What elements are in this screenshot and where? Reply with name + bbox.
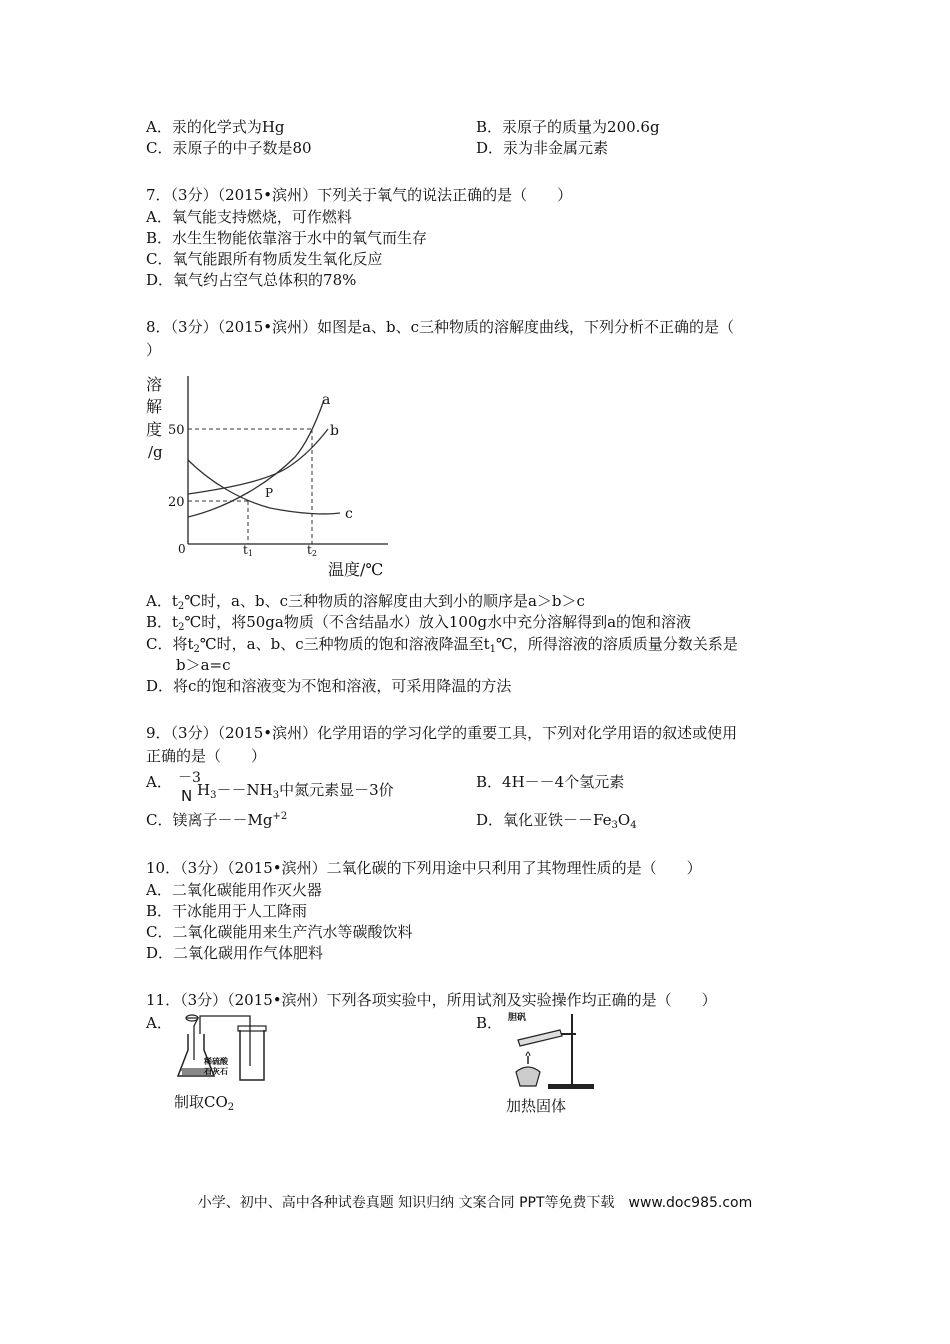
q10-option-b: B．干冰能用于人工降雨 xyxy=(146,902,308,920)
q7-stem: 7．（3分）（2015•滨州）下列关于氧气的说法正确的是（ ） xyxy=(146,186,573,204)
xtick-t2: t2 xyxy=(307,543,317,558)
series-a-curve xyxy=(188,400,324,517)
q8-stem-line2: ） xyxy=(146,341,162,359)
q8-stem-line1: 8．（3分）（2015•滨州）如图是a、b、c三种物质的溶解度曲线，下列分析不正确的是（ xyxy=(146,318,735,336)
q6-option-a: A．汞的化学式为Hg xyxy=(146,118,285,136)
point-p-label: P xyxy=(265,486,274,500)
ylabel-char-4: /g xyxy=(148,443,163,461)
q8-option-a: A．$t_2℃$时，a、b、c三种物质的溶解度由大到小的顺序是a＞b＞c xyxy=(146,592,585,612)
q7-option-a: A．氧气能支持燃烧，可作燃料 xyxy=(146,208,352,226)
q9-nitrogen-symbol: N xyxy=(181,787,193,805)
q9-option-c: C．镁离子$--Mg^{+2}$ xyxy=(146,811,288,829)
q10-option-a: A．二氧化碳能用作灭火器 xyxy=(146,881,322,899)
q7-option-d: D．氧气约占空气总体积的78% xyxy=(146,271,357,289)
ylabel-char-1: 溶 xyxy=(146,375,163,394)
ytick-20: 20 xyxy=(168,495,185,510)
heating-solid-figure xyxy=(504,1010,604,1095)
q10-option-c: C．二氧化碳能用来生产汽水等碳酸饮料 xyxy=(146,923,413,941)
q9-option-a-label: A． xyxy=(146,773,172,791)
collecting-bottle xyxy=(240,1030,264,1080)
q8-option-d: D．将c的饱和溶液变为不饱和溶液，可采用降温的方法 xyxy=(146,677,512,695)
xtick-t1: t1 xyxy=(243,543,253,558)
q6-option-c: C．汞原子的中子数是80 xyxy=(146,139,312,157)
q8-option-c-line2: b＞a=c xyxy=(176,656,231,674)
q10-option-d: D．二氧化碳用作气体肥料 xyxy=(146,944,324,962)
co2-apparatus-figure xyxy=(174,1010,274,1090)
q10-stem: 10．（3分）（2015•滨州）二氧化碳的下列用途中只利用了其物理性质的是（ ） xyxy=(146,859,702,877)
series-b-label: b xyxy=(330,423,339,439)
page-footer: 小学、初中、高中各种试卷真题 知识归纳 文案合同 PPT等免费下载 www.doc985.com xyxy=(197,1195,753,1211)
q9-stem-line2: 正确的是（ ） xyxy=(146,747,267,765)
q6-option-b: B．汞原子的质量为200.6g xyxy=(476,118,660,136)
stand-base xyxy=(548,1084,594,1089)
fig-a-caption: 制取$CO_2$ xyxy=(174,1093,235,1113)
fig-a-label-limestone: 石灰石 xyxy=(204,1066,228,1076)
q11-stem: 11．（3分）（2015•滨州）下列各项实验中，所用试剂及实验操作均正确的是（ ） xyxy=(146,991,717,1009)
q9-stem-line1: 9．（3分）（2015•滨州）化学用语的学习化学的重要工具，下列对化学用语的叙述或使用 xyxy=(146,724,738,742)
ytick-50: 50 xyxy=(168,423,185,438)
q9-valence-mark: －3 xyxy=(178,770,201,786)
q7-option-c: C．氧气能跟所有物质发生氧化反应 xyxy=(146,250,383,268)
ylabel-char-3: 度 xyxy=(146,420,163,439)
fig-b-label-blue-vitriol: 胆矾 xyxy=(508,1013,527,1023)
origin-label: 0 xyxy=(178,542,186,556)
q11-option-a-label: A． xyxy=(146,1014,172,1032)
alcohol-lamp xyxy=(516,1067,540,1086)
series-a-label: a xyxy=(322,392,331,408)
q6-option-d: D．汞为非金属元素 xyxy=(476,139,609,157)
ylabel-char-2: 解 xyxy=(146,397,163,416)
fig-a-label-acid: 稀硫酸 xyxy=(204,1056,228,1066)
q7-option-b: B．水生生物能依靠溶于水中的氧气而生存 xyxy=(146,229,428,247)
fig-b-caption: 加热固体 xyxy=(506,1097,567,1115)
q11-option-b-label: B． xyxy=(476,1014,503,1032)
xlabel: 温度/℃ xyxy=(328,560,384,579)
q8-option-b: B．$t_2℃$时，将50ga物质（不含结晶水）放入100g水中充分溶解得到a的饱和溶液 xyxy=(146,613,692,633)
solubility-chart xyxy=(140,372,400,582)
series-c-label: c xyxy=(345,506,353,522)
q9-option-a-text: $H_3--NH_3$中氮元素显－3价 xyxy=(197,781,394,801)
series-c-curve xyxy=(188,460,340,514)
q8-option-c: C．将$t_2℃$时，a、b、c三种物质的饱和溶液降温至$t_1℃$，所得溶液的溶质质量分数关系是 xyxy=(146,635,738,655)
test-tube xyxy=(518,1030,562,1046)
q9-option-b: B．4H－－4个氢元素 xyxy=(476,773,625,791)
q9-option-d: D．氧化亚铁$--Fe_3O_4$ xyxy=(476,811,637,831)
